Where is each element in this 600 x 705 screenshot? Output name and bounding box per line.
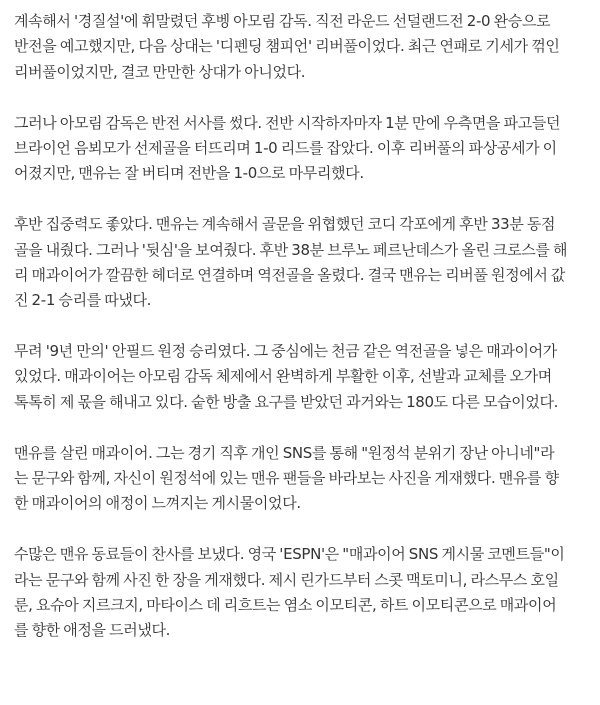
- text-line: 어졌지만, 맨유는 잘 버티며 전반을 1-0으로 마무리했다.: [14, 164, 364, 183]
- text-line: 진 2-1 승리를 따냈다.: [14, 291, 152, 310]
- text-line: 계속해서 '경질설'에 휘말렸던 후벵 아모림 감독. 직전 라운드 선덜랜드전 2-0 완승으로: [14, 12, 551, 30]
- text-line: 를 향한 애정을 드러냈다.: [14, 621, 171, 640]
- text-line: 는 문구와 함께, 자신이 원정석에 있는 맨유 팬들을 바라보는 사진을 게재했다. 맨유를 향: [14, 469, 559, 488]
- text-line: 무려 '9년 만의' 안필드 원정 승리였다. 그 중심에는 천금 같은 역전골을 넣은 매과이어가: [14, 342, 557, 361]
- text-line: 수많은 맨유 동료들이 찬사를 보냈다. 영국 'ESPN'은 "매과이어 SNS 게시물 코멘트들"이: [14, 545, 565, 564]
- text-line: 한 매과이어의 애정이 느껴지는 게시물이었다.: [14, 494, 301, 513]
- text-line: 리 매과이어가 깔끔한 헤더로 연결하며 역전골을 올렸다. 결국 맨유는 리버풀 원정에서 값: [14, 265, 566, 284]
- text-line: 라는 문구와 함께 사진 한 장을 게재했다. 제시 린가드부터 스콧 맥토미니, 라스무스 호일: [14, 570, 559, 589]
- text-line: 있었다. 매과이어는 아모림 감독 체제에서 완벽하게 부활한 이후, 선발과 교체를 오가며: [14, 367, 552, 386]
- text-line: 후반 집중력도 좋았다. 맨유는 계속해서 골문을 위협했던 코디 각포에게 후반 33분 동점: [14, 215, 556, 234]
- text-line: 룬, 요슈아 지르크지, 마타이스 데 리흐트는 염소 이모티콘, 하트 이모티콘으로 매과이어: [14, 595, 557, 614]
- article-body: [14, 9, 594, 669]
- text-line: 골을 내줬다. 그러나 '뒷심'을 보여줬다. 후반 38분 브루노 페르난데스가 올린 크로스를 해: [14, 240, 568, 259]
- text-line: 반전을 예고했지만, 다음 상대는 '디펜딩 챔피언' 리버풀이었다. 최근 연패로 기세가 꺾인: [14, 37, 560, 56]
- text-line: 그러나 아모림 감독은 반전 서사를 썼다. 전반 시작하자마자 1분 만에 우측면을 파고들던: [14, 113, 561, 132]
- text-line: 브라이언 음뵈모가 선제골을 터뜨리며 1-0 리드를 잡았다. 이후 리버풀의 파상공세가 이: [14, 138, 557, 157]
- article-paragraph-4: [14, 339, 594, 415]
- article-paragraph-6: [14, 542, 594, 644]
- text-line: 톡톡히 제 몫을 해내고 있다. 숱한 방출 요구를 받았던 과거와는 180도 다른 모습이었다.: [14, 392, 559, 411]
- article-paragraph-5: [14, 441, 594, 517]
- article-paragraph-3: [14, 212, 594, 314]
- article-paragraph-2: [14, 111, 594, 187]
- article-paragraph-1: [14, 9, 594, 85]
- text-line: 맨유를 살린 매과이어. 그는 경기 직후 개인 SNS를 통해 "원정석 분위기 장난 아니네"라: [14, 443, 555, 462]
- text-line: 리버풀이었지만, 결코 만만한 상대가 아니었다.: [14, 62, 306, 81]
